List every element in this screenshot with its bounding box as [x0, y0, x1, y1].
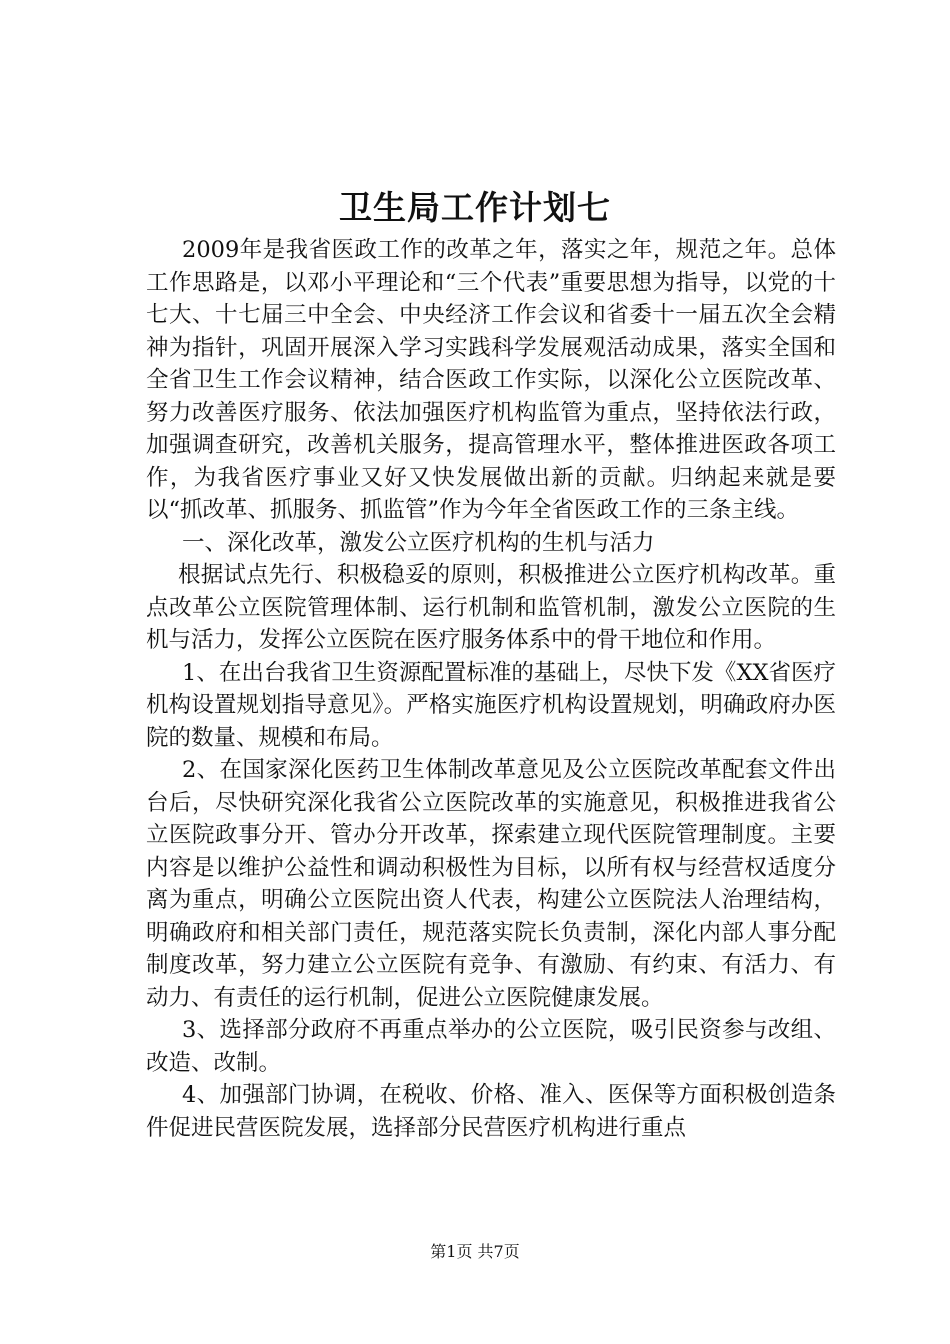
document-body	[146, 234, 836, 1144]
section-heading-1: 一、深化改革，激发公立医疗机构的生机与活力	[182, 529, 655, 556]
list-item-3: 3、选择部分政府不再重点举办的公立医院，吸引民资参与改组、改造、改制。	[146, 1017, 836, 1076]
page-footer: 第1页 共7页	[430, 1242, 520, 1261]
document-title: 卫生局工作计划七	[339, 188, 611, 227]
section-paragraph: 根据试点先行、积极稳妥的原则，积极推进公立医疗机构改革。重点改革公立医院管理体制、运行机制和监管机制，激发公立医院的生机与活力，发挥公立医院在医疗服务体系中的骨干地位和作用。	[146, 562, 836, 653]
list-item-1: 1、在出台我省卫生资源配置标准的基础上，尽快下发《XX省医疗机构设置规划指导意见》。严格实施医疗机构设置规划，明确政府办医院的数量、规模和布局。	[146, 659, 836, 751]
intro-paragraph: 2009年是我省医政工作的改革之年，落实之年，规范之年。总体工作思路是，以邓小平理论和“三个代表”重要思想为指导，以党的十七大、十七届三中全会、中央经济工作会议和省委十一届五次全会精神为指针，巩固开展深入学习实践科学发展观活动成果，落实全国和全省卫生工作会议精神，结合医政工作实际，以深化公立医院改革、努力改善医疗服务、依法加强医疗机构监管为重点，坚持依法行政，加强调查研究，改善机关服务，提高管理水平，整体推进医政各项工作，为我省医疗事业又好又快发展做出新的贡献。归纳起来就是要以“抓改革、抓服务、抓监管”作为今年全省医政工作的三条主线。	[146, 237, 836, 523]
list-item-4: 4、加强部门协调，在税收、价格、准入、医保等方面积极创造条件促进民营医院发展，选择部分民营医疗机构进行重点	[146, 1082, 836, 1141]
list-item-2: 2、在国家深化医药卫生体制改革意见及公立医院改革配套文件出台后，尽快研究深化我省公立医院改革的实施意见，积极推进我省公立医院政事分开、管办分开改革，探索建立现代医院管理制度。主要内容是以维护公益性和调动积极性为目标，以所有权与经营权适度分离为重点，明确公立医院出资人代表，构建公立医院法人治理结构，明确政府和相关部门责任，规范落实院长负责制，深化内部人事分配制度改革，努力建立公立医院有竞争、有激励、有约束、有活力、有动力、有责任的运行机制，促进公立医院健康发展。	[146, 757, 836, 1011]
